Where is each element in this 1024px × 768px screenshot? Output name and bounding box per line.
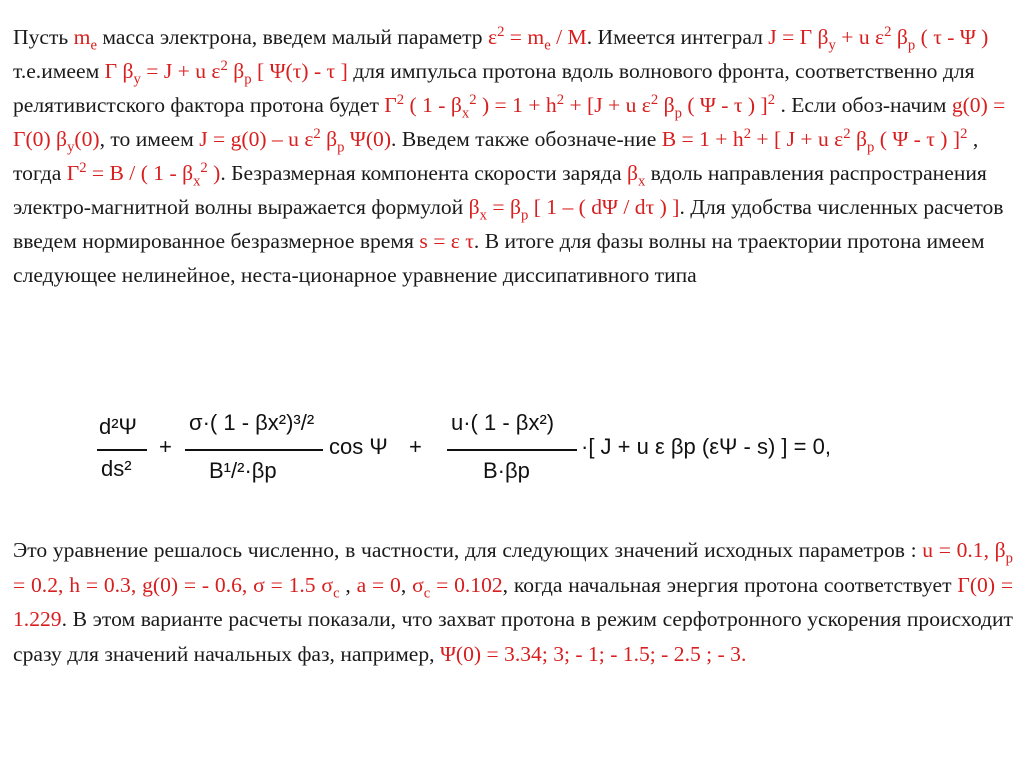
intro-paragraph [13,20,1013,292]
cosine-term: cos Ψ [329,434,388,459]
text-run: . Если обоз-начим [775,93,952,117]
param-h: h = 0.3, [63,572,137,597]
term3-denominator: B·βp [483,458,530,483]
b-definition: $B = 1 + h^2$ + [ J + u $\varepsilon^2$ $\beta_p$ ( Ψ - τ ) ]$^2$ [661,125,968,156]
results-paragraph [13,533,1013,671]
text-run: . В итоге для фазы волны на траектории протона имеем следующее нелинейное, неста-ционарное уравнение диссипативного типа [13,229,985,287]
g0-definition: g(0) = Γ(0) $\beta_y(0)$ [13,93,1006,156]
plus-sign: + [159,434,172,459]
fraction-bar [447,449,577,451]
param-sigma: σ = 1.5 $\sigma_c$ [247,572,340,601]
text-run: Пусть [13,25,74,49]
term1-denominator: ds² [101,456,132,481]
param-u: u = 0.1, [922,538,989,562]
text-run: вдоль направления распространения электро-магнитной волны выражается формулой [13,161,987,219]
param-sigma-c: $\sigma_c = 0.102$ [412,572,503,601]
param-g0: g(0) = - 0.6, [136,572,248,597]
text-run: . Имеется интеграл [586,25,769,49]
text-run: , [339,572,357,597]
beta-x-symbol: $\beta_x$ [626,161,646,190]
fraction-bar [185,449,323,451]
phase-equation [97,404,877,504]
text-run: , то имеем [99,127,200,151]
text-run: Это уравнение решалось численно, в частности, для следующих значений исходных параметров : [13,538,923,562]
time-definition: s = ε τ [419,229,474,253]
gamma-equation: $\Gamma^2$ ( $1 - \beta_x^2$ ) = $1 + h^2 + [J + u$ $\varepsilon^2$ $\beta_p$ ( Ψ - τ ) ]$^2$ [384,91,776,122]
text-run: для импульса протона вдоль волнового фронта, соответственно для релятивистского фактора протона будет [13,59,975,117]
text-run: , тогда [13,127,979,185]
param-a: a = 0 [356,572,401,597]
text-run: . Введем также обозначе-ние [391,127,662,151]
text-run: т.е.имеем [13,59,105,83]
text-run: . Безразмерная компонента скорости заряда [220,161,627,185]
initial-phases: Ψ(0) = 3.34; 3; - 1; - 1.5; - 2.5 ; - 3. [439,641,747,666]
beta-x-formula: $\beta_x = \beta_p$ [ 1 – ( dΨ / dτ ) ] [468,195,680,224]
param-beta-p: $\beta_p = 0.2$, [13,538,1014,597]
term2-denominator: B¹/²·βp [209,458,277,483]
fraction-bar [97,449,147,451]
text-run: . В этом варианте расчеты показали, что захват протона в режим серфотронного ускорения происходит сразу для значений начальных фаз, например, [13,607,1013,666]
text-run: . Для удобства численных расчетов введем нормированное безразмерное время [13,195,1004,253]
electron-mass: $m_e$ [73,25,97,54]
text-run: , [400,572,413,597]
text-run: , когда начальная энергия протона соответствует [502,572,958,597]
bracket-term: ·[ J + u ε βp (εΨ - s) ] = 0, [581,434,831,459]
integral-j: J = Γ $\beta_y + u$ $\varepsilon^2$ $\beta_p$ ( τ - Ψ ) [768,23,989,54]
j-equation: J = g(0) – u $\varepsilon^2$ $\beta_p$ Ψ(0) [199,125,392,156]
plus-sign: + [409,434,422,459]
epsilon-definition: $\varepsilon^2 = m_e / M$ [487,23,587,54]
momentum-equation: Γ $\beta_y = J + u$ $\varepsilon^2$ $\beta_p$ [ Ψ(τ) - τ ] [104,57,348,88]
term1-numerator: d²Ψ [99,414,137,439]
term3-numerator: u·( 1 - βx²) [451,410,555,435]
text-run: масса электрона, введем малый параметр [96,25,488,49]
param-gamma0: Γ(0) = 1.229 [13,572,1014,631]
gamma-b-equation: $\Gamma^2 = B$ / ( $1 - \beta_x^2$ ) [66,159,221,190]
term2-numerator: σ·( 1 - βx²)³/² [189,410,315,435]
